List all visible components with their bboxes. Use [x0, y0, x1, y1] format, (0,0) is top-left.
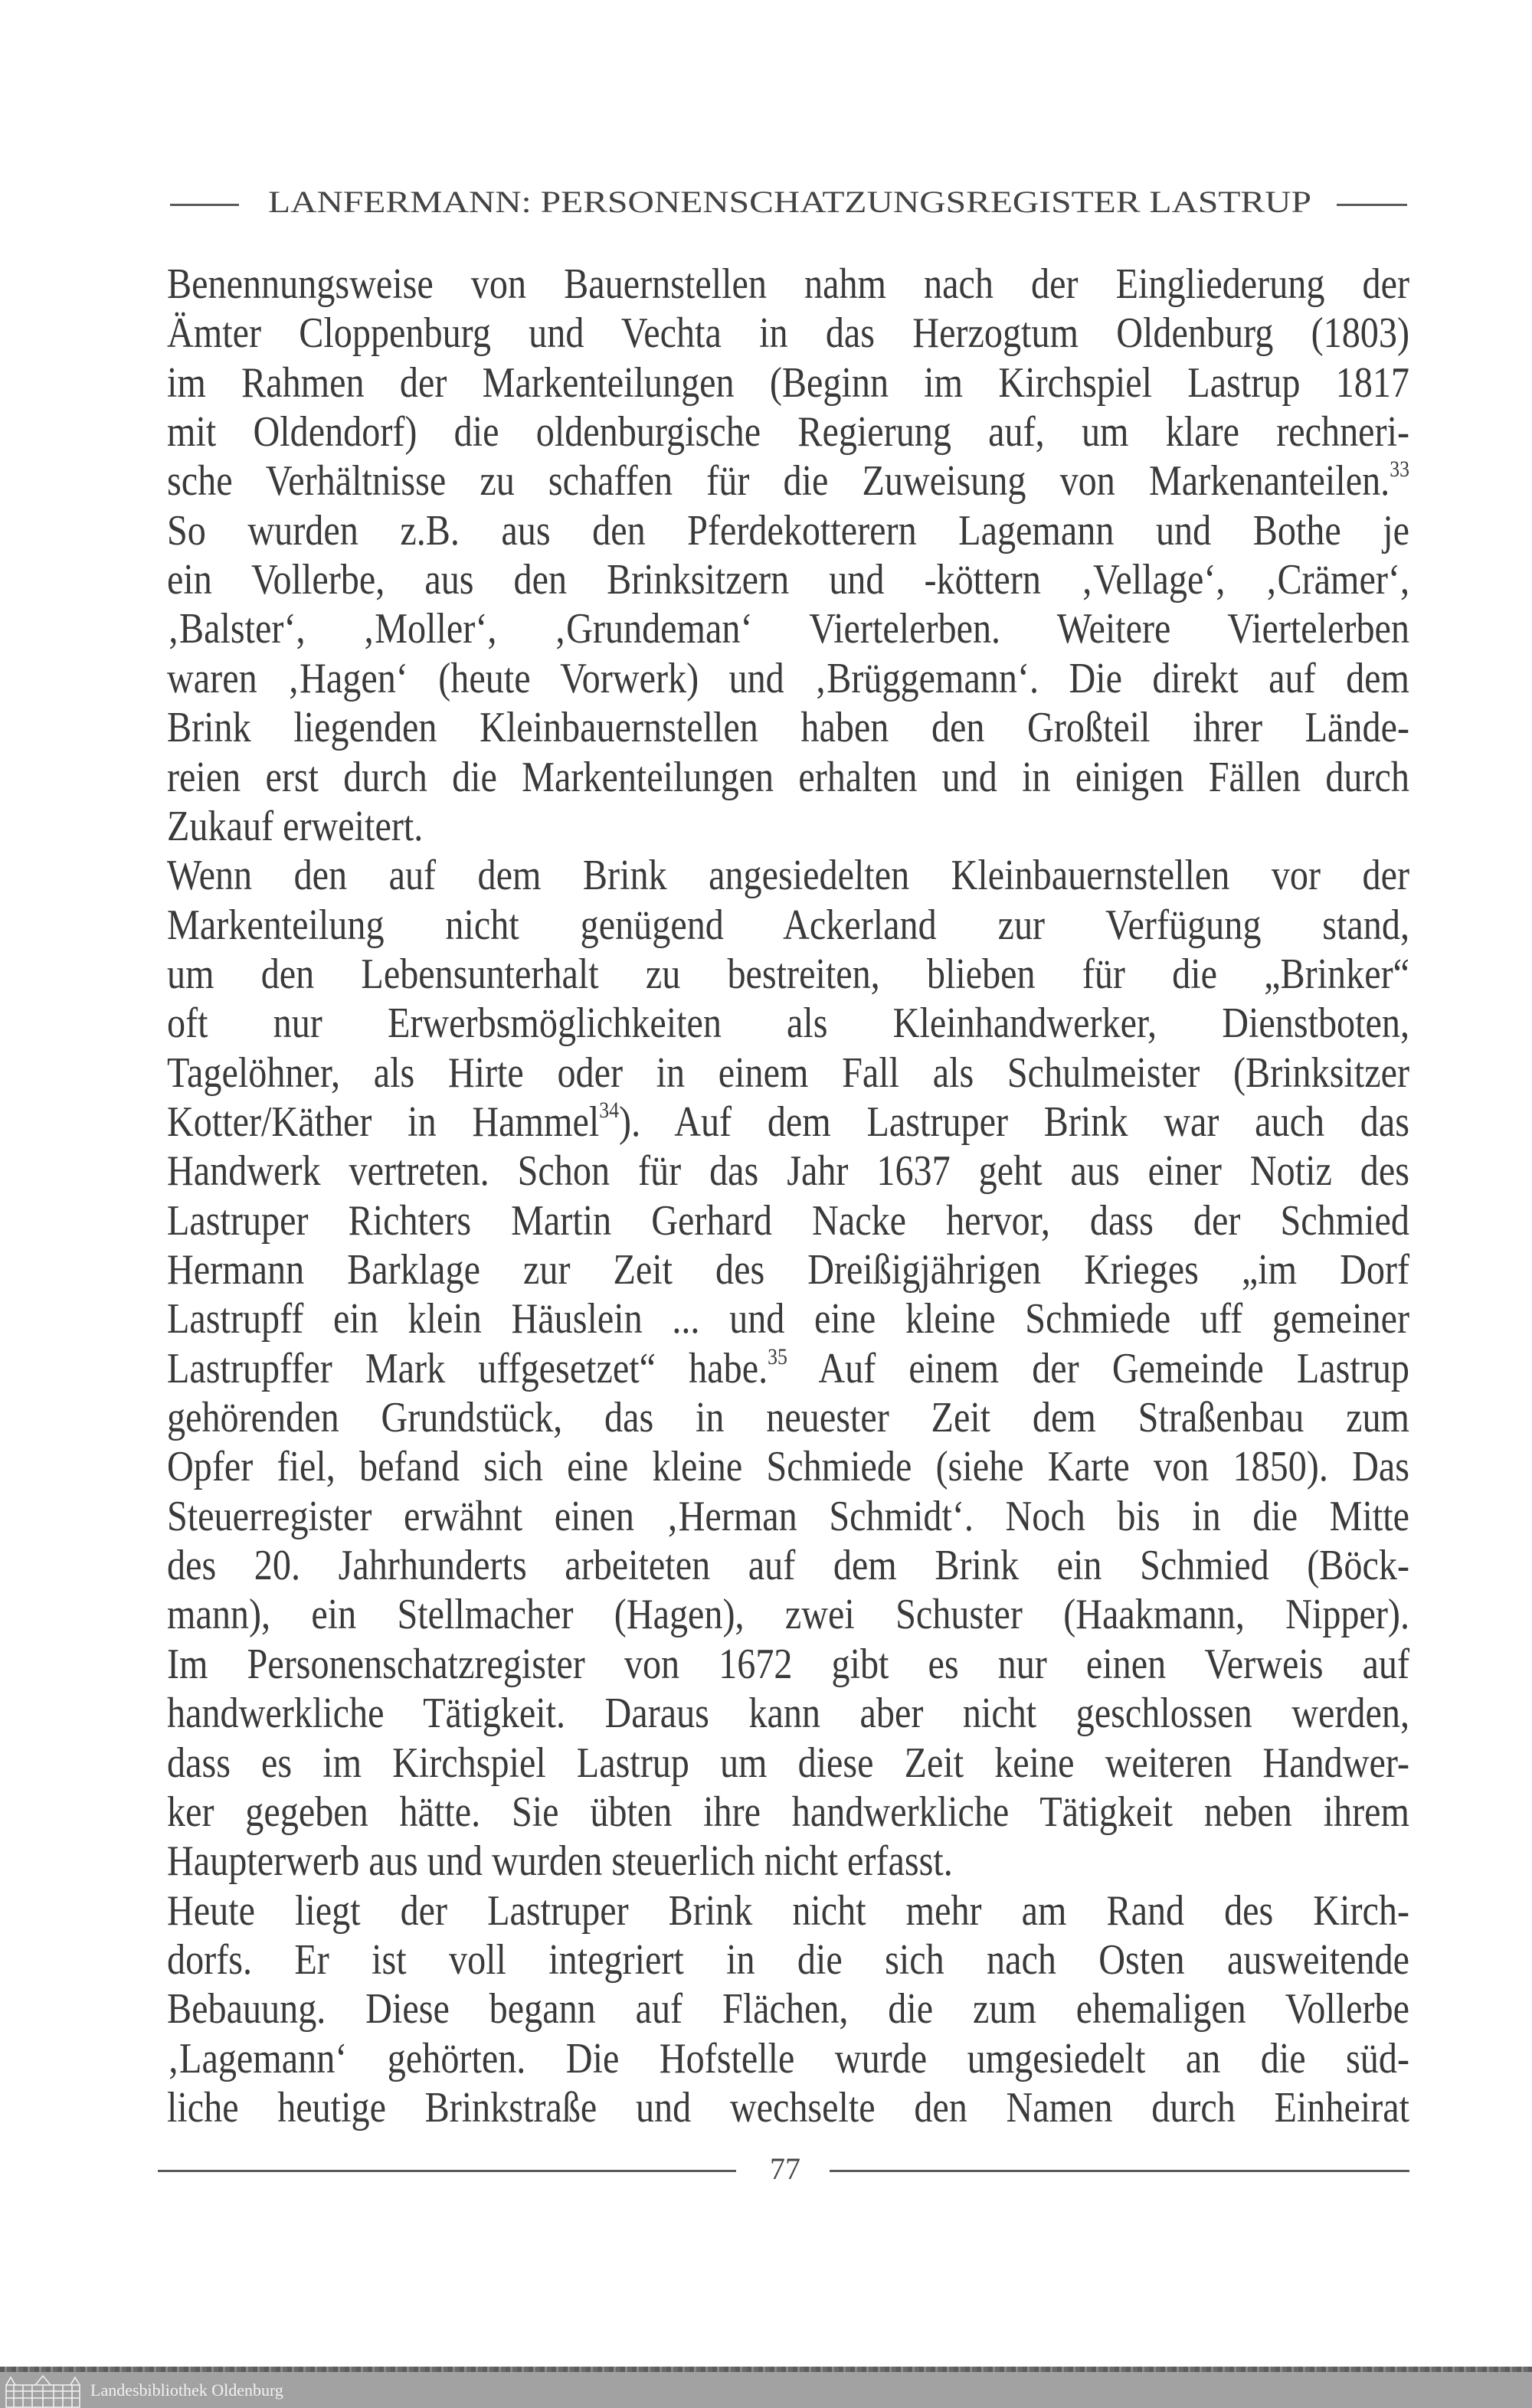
text-line-content: [167, 604, 1409, 653]
text-line-content: [167, 802, 423, 851]
text-line: [167, 901, 1409, 950]
text-line-content: [167, 1147, 1409, 1196]
text-line: [167, 2083, 1409, 2132]
text-line: [167, 1098, 1409, 1147]
line-text: Wenn den auf dem Brink angesiedelten Kleinbauernstellen vor der: [167, 852, 1410, 900]
line-text: So wurden z.B. aus den Pferdekotterern Lagemann und Bothe je: [167, 506, 1410, 555]
text-line-content: [167, 1984, 1409, 2033]
text-line: [167, 604, 1409, 653]
text-line: [167, 456, 1409, 505]
line-text: sche Verhältnisse zu schaffen für die Zuweisung von Markenanteilen.: [167, 457, 1390, 505]
library-bar: [0, 2367, 1532, 2408]
line-text: Benennungsweise von Bauernstellen nahm nach der Eingliederung der: [167, 260, 1410, 308]
header-rule-left: [170, 204, 239, 206]
line-text: Steuerregister erwähnt einen ‚Herman Schmidt‘. Noch bis in die Mitte: [167, 1492, 1410, 1540]
text-line: [167, 1590, 1409, 1639]
text-line: [167, 753, 1409, 802]
text-line: [167, 999, 1409, 1048]
library-name: Landesbibliothek Oldenburg: [90, 2380, 283, 2400]
text-line: [167, 1492, 1409, 1541]
footer-rule-right: [830, 2170, 1409, 2172]
line-text: Markenteilung nicht genügend Ackerland zur Verfügung stand,: [167, 901, 1410, 949]
text-line-content: [167, 1689, 1409, 1738]
line-text: Lastrupff ein klein Häuslein ... und eine kleine Schmiede uff gemeiner: [167, 1295, 1410, 1343]
line-text: Zukauf erweitert.: [167, 802, 424, 850]
line-text: im Rahmen der Markenteilungen (Beginn im Kirchspiel Lastrup 1817: [167, 358, 1410, 407]
text-line-content: [167, 1541, 1409, 1590]
text-line-content: [167, 851, 1409, 900]
line-text: Brink liegenden Kleinbauernstellen haben den Großteil ihrer Lände-: [167, 704, 1410, 752]
text-line: [167, 1147, 1409, 1196]
text-line: [167, 1689, 1409, 1738]
text-line-content: [167, 1935, 1409, 1984]
text-line-content: [167, 1196, 1409, 1245]
text-line: [167, 1049, 1409, 1098]
text-line-content: [167, 260, 1409, 309]
running-head: [268, 184, 1311, 222]
text-line: [167, 1837, 1409, 1886]
text-line-content: [167, 1442, 1409, 1491]
running-title: LANFERMANN: PERSONENSCHATZUNGSREGISTER LASTRUP: [268, 185, 1311, 219]
text-line-content: [167, 2034, 1409, 2083]
text-line: [167, 802, 1409, 851]
line-text: oft nur Erwerbsmöglichkeiten als Kleinhandwerker, Dienstboten,: [167, 1000, 1410, 1048]
line-text: ‚Lagemann‘ gehörten. Die Hofstelle wurde umgesiedelt an die süd-: [167, 2034, 1410, 2082]
text-line-content: [167, 407, 1409, 456]
line-text: mit Oldendorf) die oldenburgische Regierung auf, um klare rechneri-: [167, 408, 1410, 456]
text-line: [167, 407, 1409, 456]
line-text: dass es im Kirchspiel Lastrup um diese Zeit keine weiteren Handwer-: [167, 1739, 1410, 1787]
line-text: Kotter/Käther in Hammel: [167, 1098, 600, 1146]
line-text: um den Lebensunterhalt zu bestreiten, blieben für die „Brinker“: [167, 950, 1410, 998]
text-line-content: [167, 901, 1409, 950]
line-text: handwerkliche Tätigkeit. Daraus kann aber nicht geschlossen werden,: [167, 1690, 1410, 1738]
header-rule-right: [1337, 204, 1407, 206]
text-line-content: [167, 1049, 1409, 1098]
text-line-content: [167, 555, 1409, 604]
text-line-content: [167, 999, 1409, 1048]
line-text: dorfs. Er ist voll integriert in die sich nach Osten ausweitende: [167, 1935, 1410, 1984]
text-line: [167, 1245, 1409, 1294]
text-line-content: [167, 2083, 1409, 2132]
line-text: Handwerk vertreten. Schon für das Jahr 1637 geht aus einer Notiz des: [167, 1147, 1410, 1196]
text-line-content: [167, 1245, 1409, 1294]
line-text: ein Vollerbe, aus den Brinksitzern und -köttern ‚Vellage‘, ‚Crämer‘,: [167, 556, 1410, 604]
text-line: [167, 703, 1409, 752]
line-text: waren ‚Hagen‘ (heute Vorwerk) und ‚Brüggemann‘. Die direkt auf dem: [167, 654, 1410, 702]
text-line-content: [167, 358, 1409, 407]
text-line: [167, 1294, 1409, 1343]
text-line: [167, 555, 1409, 604]
text-line: [167, 950, 1409, 999]
text-line-content: [167, 1492, 1409, 1541]
line-text-continued: ). Auf dem Lastruper Brink war auch das: [619, 1098, 1410, 1146]
text-line-content: [167, 950, 1409, 999]
text-line-content: [167, 309, 1409, 358]
line-text: liche heutige Brinkstraße und wechselte den Namen durch Einheirat: [167, 2083, 1410, 2132]
text-line-content: [167, 1344, 1409, 1400]
line-text: gehörenden Grundstück, das in neuester Zeit dem Straßenbau zum: [167, 1394, 1410, 1442]
text-line-content: [167, 1098, 1409, 1153]
line-text: des 20. Jahrhunderts arbeiteten auf dem Brink ein Schmied (Böck-: [167, 1542, 1410, 1590]
text-line: [167, 654, 1409, 703]
text-line-content: [167, 654, 1409, 703]
line-text-continued: Auf einem der Gemeinde Lastrup: [787, 1344, 1410, 1392]
text-line: [167, 1393, 1409, 1442]
text-line: [167, 1886, 1409, 1935]
text-line-content: [167, 1590, 1409, 1639]
text-line-content: [167, 506, 1409, 555]
line-text: reien erst durch die Markenteilungen erhalten und in einigen Fällen durch: [167, 753, 1410, 801]
text-line: [167, 309, 1409, 358]
text-line-content: [167, 1739, 1409, 1788]
line-text: Tagelöhner, als Hirte oder in einem Fall als Schulmeister (Brinksitzer: [167, 1049, 1410, 1097]
text-line: [167, 1788, 1409, 1837]
line-text: mann), ein Stellmacher (Hagen), zwei Schuster (Haakmann, Nipper).: [167, 1591, 1410, 1639]
library-building-logo-icon: [5, 2374, 81, 2408]
text-line: [167, 851, 1409, 900]
text-line: [167, 358, 1409, 407]
text-line-content: [167, 1294, 1409, 1343]
scan-edge-strip: [0, 2367, 1532, 2372]
text-line: [167, 260, 1409, 309]
line-text: Haupterwerb aus und wurden steuerlich nicht erfasst.: [167, 1837, 953, 1886]
text-line: [167, 1935, 1409, 1984]
text-line: [167, 1640, 1409, 1689]
text-line: [167, 1541, 1409, 1590]
text-line-content: [167, 1788, 1409, 1837]
line-text: ker gegeben hätte. Sie übten ihre handwerkliche Tätigkeit neben ihrem: [167, 1788, 1410, 1836]
text-line: [167, 1442, 1409, 1491]
page-number: 77: [770, 2151, 800, 2186]
text-line: [167, 1196, 1409, 1245]
text-line-content: [167, 1837, 953, 1886]
text-line: [167, 1739, 1409, 1788]
text-line-content: [167, 1393, 1409, 1442]
text-line-content: [167, 456, 1409, 512]
footnote-reference: 34: [599, 1097, 620, 1123]
text-line: [167, 1984, 1409, 2033]
line-text: Lastruper Richters Martin Gerhard Nacke hervor, dass der Schmied: [167, 1196, 1410, 1245]
text-line-content: [167, 753, 1409, 802]
line-text: Heute liegt der Lastruper Brink nicht mehr am Rand des Kirch-: [167, 1886, 1410, 1935]
text-line: [167, 506, 1409, 555]
line-text: Hermann Barklage zur Zeit des Dreißigjährigen Krieges „im Dorf: [167, 1246, 1410, 1294]
footer-rule-left: [158, 2170, 736, 2172]
text-line-content: [167, 703, 1409, 752]
line-text: ‚Balster‘, ‚Moller‘, ‚Grundeman‘ Viertelerben. Weitere Viertelerben: [167, 605, 1410, 653]
line-text: Opfer fiel, befand sich eine kleine Schmiede (siehe Karte von 1850). Das: [167, 1443, 1410, 1491]
text-line-content: [167, 1886, 1409, 1935]
footnote-reference: 33: [1390, 456, 1410, 483]
text-line: [167, 2034, 1409, 2083]
line-text: Lastrupffer Mark uffgesetzet“ habe.: [167, 1344, 768, 1392]
text-line-content: [167, 1640, 1409, 1689]
line-text: Ämter Cloppenburg und Vechta in das Herzogtum Oldenburg (1803): [167, 309, 1410, 358]
line-text: Bebauung. Diese begann auf Flächen, die zum ehemaligen Vollerbe: [167, 1985, 1410, 2033]
text-line: [167, 1344, 1409, 1393]
line-text: Im Personenschatzregister von 1672 gibt es nur einen Verweis auf: [167, 1640, 1410, 1688]
footnote-reference: 35: [768, 1343, 787, 1369]
